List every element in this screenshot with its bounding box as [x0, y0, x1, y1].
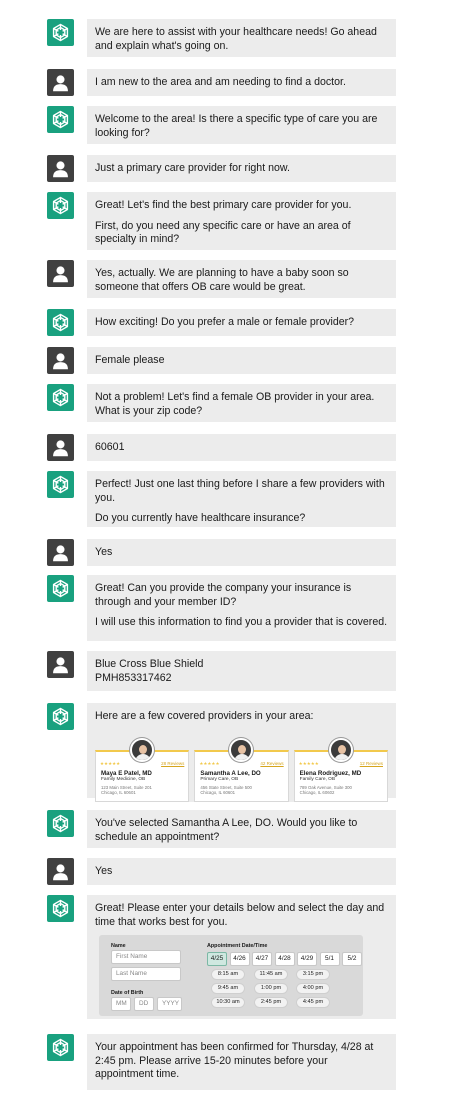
assistant-avatar: [47, 192, 74, 219]
user-avatar: [47, 347, 74, 374]
message-row-7: [47, 309, 397, 336]
message-row-13: [47, 575, 397, 641]
message-row-16: [47, 810, 397, 848]
date-option[interactable]: 4/29: [297, 952, 317, 966]
assistant-avatar: [47, 471, 74, 498]
user-silhouette-icon: [50, 542, 71, 563]
provider-address: [101, 785, 183, 795]
last-name-input[interactable]: Last Name: [111, 967, 181, 981]
time-slot[interactable]: 2:45 pm: [254, 997, 288, 1008]
assistant-message: [87, 19, 396, 57]
provider-photo: [130, 738, 154, 762]
time-slot[interactable]: 8:15 am: [211, 969, 245, 980]
message-text: Here are a few covered providers in your area:: [95, 710, 314, 722]
provider-cards: [95, 750, 388, 802]
message-text: You've selected Samantha A Lee, DO. Would you like to schedule an appointment?: [95, 817, 358, 843]
message-row-14: [47, 651, 397, 691]
message-text: First, do you need any specific care or have an area of specialty in mind?: [95, 219, 351, 246]
message-row-9: [47, 384, 397, 422]
message-text: Female please: [95, 354, 165, 366]
message-row-10: [47, 434, 397, 461]
user-message: [87, 651, 396, 691]
user-message: [87, 155, 396, 182]
address-line-1: 789 Oak Avenue, Suite 300: [299, 785, 352, 791]
openai-logo-icon: [50, 312, 71, 333]
time-slot[interactable]: 1:00 pm: [254, 983, 288, 994]
assistant-avatar: [47, 384, 74, 411]
message-row-6: [47, 260, 397, 298]
message-text: I will use this information to find you a provider that is covered.: [95, 616, 388, 629]
photo-body: [135, 754, 151, 762]
provider-photo: [229, 738, 253, 762]
message-row-1: [47, 19, 397, 57]
openai-logo-icon: [50, 109, 71, 130]
openai-logo-icon: [50, 706, 71, 727]
assistant-message: [87, 895, 396, 1019]
provider-specialty: Primary Care, OB: [200, 777, 239, 783]
message-row-4: [47, 155, 397, 182]
user-message: [87, 434, 396, 461]
message-text: Do you currently have healthcare insurance?: [95, 512, 306, 525]
message-text: Yes: [95, 546, 113, 558]
assistant-avatar: [47, 575, 74, 602]
address-line-2: Chicago, IL 60601: [101, 790, 136, 796]
time-slot[interactable]: 9:45 am: [211, 983, 245, 994]
appointment-datetime-label: Appointment Date/Time: [207, 943, 268, 949]
openai-logo-icon: [50, 387, 71, 408]
rating-stars: ★★★★★: [199, 760, 220, 766]
assistant-message: [87, 106, 396, 144]
user-silhouette-icon: [50, 654, 71, 675]
reviews-link[interactable]: 42 Reviews: [260, 760, 284, 766]
message-text: Yes: [95, 865, 113, 877]
date-option[interactable]: 4/26: [230, 952, 250, 966]
assistant-avatar: [47, 19, 74, 46]
user-message: [87, 539, 396, 566]
rating-stars: ★★★★★: [298, 760, 319, 766]
photo-face: [338, 745, 346, 754]
message-text: Welcome to the area! Is there a specific type of care you are looking for?: [95, 113, 378, 139]
time-slot[interactable]: 4:45 pm: [296, 997, 330, 1008]
message-row-19: [47, 1034, 397, 1090]
assistant-avatar: [47, 1034, 74, 1061]
time-slot[interactable]: 3:15 pm: [296, 969, 330, 980]
provider-photo: [329, 738, 353, 762]
assistant-message: [87, 575, 396, 641]
provider-name: Elena Rodriguez, MD: [299, 769, 362, 777]
message-text: Your appointment has been confirmed for Thursday, 4/28 at 2:45 pm. Please arrive 15-20 minutes before your appointment time.: [95, 1041, 374, 1081]
user-message: [87, 347, 396, 374]
date-option[interactable]: 4/25: [207, 952, 227, 966]
user-avatar: [47, 260, 74, 287]
message-text: Blue Cross Blue Shield PMH853317462: [95, 658, 204, 684]
provider-card[interactable]: [194, 750, 288, 802]
user-silhouette-icon: [50, 861, 71, 882]
message-text: We are here to assist with your healthcare needs! Go ahead and explain what's going on.: [95, 26, 377, 52]
user-silhouette-icon: [50, 72, 71, 93]
message-text: How exciting! Do you prefer a male or female provider?: [95, 316, 355, 328]
message-text: Not a problem! Let's find a female OB provider in your area. What is your zip code?: [95, 391, 375, 417]
user-avatar: [47, 539, 74, 566]
message-row-17: [47, 858, 397, 885]
message-row-5: [47, 192, 397, 250]
user-silhouette-icon: [50, 350, 71, 371]
user-message: [87, 69, 396, 96]
date-option[interactable]: 4/27: [252, 952, 272, 966]
openai-logo-icon: [50, 195, 71, 216]
photo-face: [139, 745, 147, 754]
openai-logo-icon: [50, 898, 71, 919]
user-avatar: [47, 858, 74, 885]
user-silhouette-icon: [50, 158, 71, 179]
date-option[interactable]: 5/1: [320, 952, 340, 966]
photo-body: [234, 754, 250, 762]
user-silhouette-icon: [50, 437, 71, 458]
openai-logo-icon: [50, 22, 71, 43]
assistant-message: [87, 703, 396, 798]
provider-specialty: Family Medicine, OB: [101, 777, 146, 783]
rating-stars: ★★★★★: [100, 760, 121, 766]
dob-label: Date of Birth: [111, 990, 144, 996]
name-label: Name: [111, 943, 126, 949]
provider-name: Maya E Patel, MD: [101, 769, 152, 777]
message-text: Just a primary care provider for right now.: [95, 162, 290, 174]
message-row-18: [47, 895, 397, 1019]
provider-address: [200, 785, 282, 795]
reviews-link[interactable]: 12 Reviews: [359, 760, 383, 766]
assistant-avatar: [47, 895, 74, 922]
message-text: Great! Can you provide the company your insurance is through and your member ID?: [95, 582, 352, 608]
user-message: [87, 260, 396, 298]
first-name-input[interactable]: First Name: [111, 950, 181, 964]
message-row-8: [47, 347, 397, 374]
time-slot[interactable]: 4:00 pm: [296, 983, 330, 994]
photo-body: [334, 754, 350, 762]
assistant-avatar: [47, 703, 74, 730]
assistant-message: [87, 471, 396, 527]
message-text: Great! Let's find the best primary care provider for you.: [95, 199, 352, 211]
assistant-message: [87, 309, 396, 336]
address-line-2: Chicago, IL 60601: [200, 790, 236, 796]
dob-day-input[interactable]: DD: [134, 997, 154, 1011]
time-slot[interactable]: 10:30 am: [211, 997, 245, 1008]
message-text: Great! Please enter your details below and select the day and time that works best for you.: [95, 902, 385, 928]
message-text: Yes, actually. We are planning to have a baby soon so someone that offers OB care would be great.: [95, 267, 349, 293]
user-silhouette-icon: [50, 263, 71, 284]
openai-logo-icon: [50, 1037, 71, 1058]
message-text: Perfect! Just one last thing before I share a few providers with you.: [95, 478, 385, 504]
provider-name: Samantha A Lee, DO: [200, 769, 261, 777]
reviews-link[interactable]: 28 Reviews: [161, 760, 185, 766]
assistant-message: [87, 192, 396, 250]
message-row-12: [47, 539, 397, 566]
provider-card[interactable]: [294, 750, 388, 802]
assistant-message: [87, 810, 396, 848]
openai-logo-icon: [50, 578, 71, 599]
user-message: [87, 858, 396, 885]
address-line-2: Chicago, IL 60602: [299, 790, 335, 796]
message-text: I am new to the area and am needing to find a doctor.: [95, 76, 346, 88]
dob-year-input[interactable]: YYYY: [157, 997, 182, 1011]
date-option[interactable]: 5/2: [342, 952, 362, 966]
assistant-avatar: [47, 106, 74, 133]
dob-month-input[interactable]: MM: [111, 997, 131, 1011]
assistant-message: [87, 1034, 396, 1090]
address-line-1: 456 State Street, Suite 500: [200, 785, 252, 791]
openai-logo-icon: [50, 813, 71, 834]
user-avatar: [47, 69, 74, 96]
assistant-message: [87, 384, 396, 422]
address-line-1: 123 Main Street, Suite 201: [101, 785, 152, 791]
photo-face: [238, 745, 246, 754]
message-row-3: [47, 106, 397, 144]
date-option[interactable]: 4/28: [275, 952, 295, 966]
message-text: 60601: [95, 441, 125, 453]
assistant-avatar: [47, 810, 74, 837]
time-slot[interactable]: 11:45 am: [254, 969, 288, 980]
user-avatar: [47, 155, 74, 182]
message-row-11: [47, 471, 397, 527]
openai-logo-icon: [50, 474, 71, 495]
user-avatar: [47, 651, 74, 678]
provider-specialty: Family Care, OB: [299, 777, 336, 783]
provider-card[interactable]: [95, 750, 189, 802]
user-avatar: [47, 434, 74, 461]
appointment-form: [99, 935, 363, 1016]
provider-address: [300, 785, 382, 795]
message-row-2: [47, 69, 397, 96]
message-row-15: [47, 703, 397, 798]
assistant-avatar: [47, 309, 74, 336]
